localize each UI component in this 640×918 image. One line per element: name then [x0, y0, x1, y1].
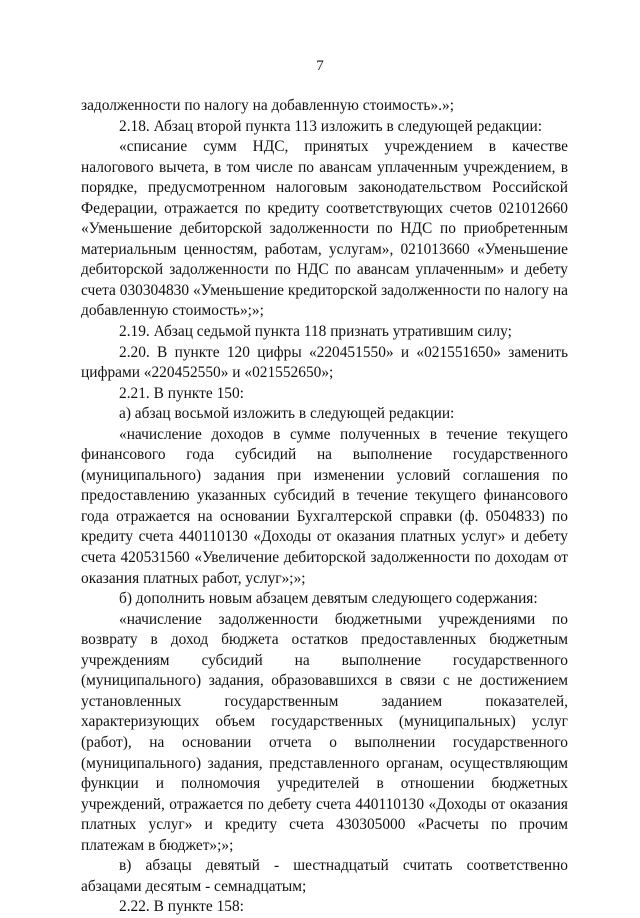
paragraph-item-2-22: 2.22. В пункте 158:	[119, 898, 244, 916]
paragraph-quote-nds-writeoff: «списание сумм НДС, принятых учреждением в качестве налогового вычета, в том числе по авансам уплаченным учреждением, в порядке, предусмотренном налоговым законодательством Российской Федерации, отражается по кредиту соответствующих счетов 021012660 «Уменьшение дебиторской задолженности по НДС по приобретенным материальным ценностям, работам, услугам», 021013660 «Уменьшение дебиторской задолженности по НДС по авансам уплаченным» и дебету счета 030304830 «Уменьшение кредиторской задолженности по налогу на добавленную стоимость»;»;	[81, 138, 568, 320]
paragraph-continuation: задолженности по налогу на добавленную стоимость».»;	[81, 97, 454, 114]
paragraph-item-2-19: 2.19. Абзац седьмой пункта 118 признать утратившим силу;	[119, 323, 512, 341]
paragraph-item-2-21: 2.21. В пункте 150:	[119, 384, 244, 402]
paragraph-subitem-b: б) дополнить новым абзацем девятым следующего содержания:	[119, 590, 538, 608]
paragraph-item-2-20: 2.20. В пункте 120 цифры «220451550» и «021551650» заменить цифрами «220452550» и «021552650»;	[81, 343, 568, 382]
page-number: 7	[316, 58, 324, 74]
paragraph-quote-income-accrual: «начисление доходов в сумме полученных в течение текущего финансового года субсидий на выполнение государственного (муниципального) задания при изменении условий соглашения по предоставлению указанных субсидий в течение текущего финансового года отражается на основании Бухгалтерской справки (ф. 0504833) по кредиту счета 440110130 «Доходы от оказания платных услуг» и дебету счета 420531560 «Увеличение дебиторской задолженности по доходам от оказания платных работ, услуг»;»;	[81, 425, 568, 587]
document-body	[81, 96, 568, 918]
paragraph-item-2-18: 2.18. Абзац второй пункта 113 изложить в следующей редакции:	[119, 117, 543, 135]
paragraph-subitem-v: в) абзацы девятый - шестнадцатый считать соответственно абзацами десятым - семнадцатым;	[81, 857, 568, 895]
paragraph-quote-debt-accrual: «начисление задолженности бюджетными учреждениями по возврату в доход бюджета остатков предоставленных бюджетным учреждениям субсидий на выполнение государственного (муниципального) задания, образовавшихся в связи с не достижением установленных государственным заданием показателей, характеризующих объем государственных (муниципальных) услуг (работ), на основании отчета о выполнении государственного (муниципального) задания, представленного органам, осуществляющим функции и полномочия учредителей в отношении бюджетных учреждений, отражается по дебету счета 440110130 «Доходы от оказания платных услуг» и кредиту счета 430305000 «Расчеты по прочим платежам в бюджет»;»;	[81, 610, 568, 854]
paragraph-subitem-a: а) абзац восьмой изложить в следующей редакции:	[119, 405, 455, 423]
